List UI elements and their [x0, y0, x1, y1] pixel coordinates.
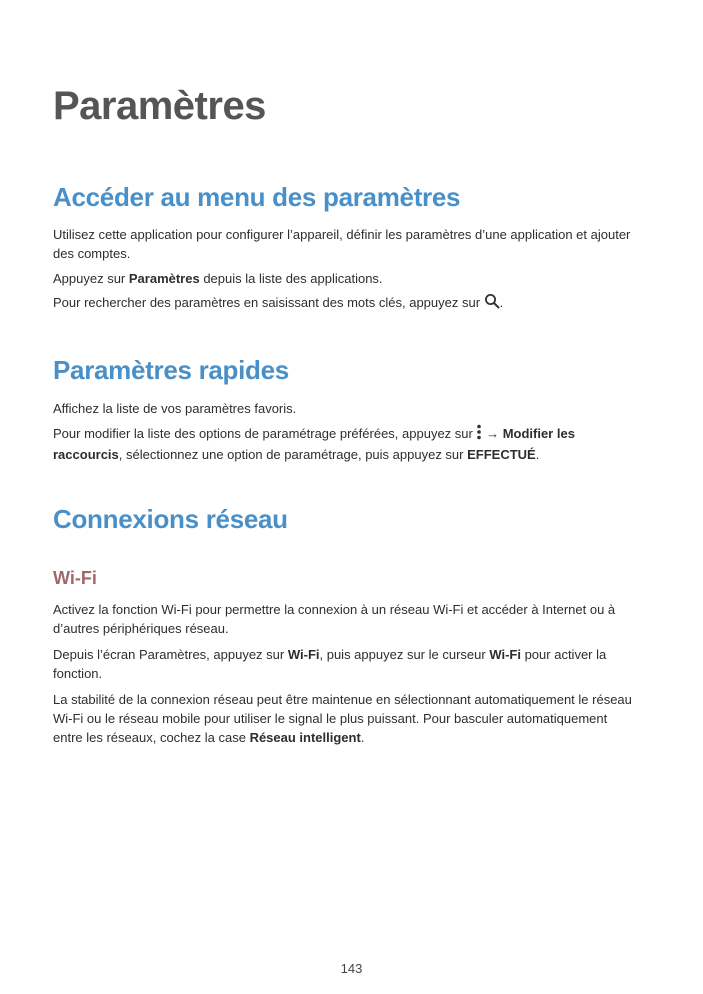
bold-term: Réseau intelligent [249, 730, 361, 745]
paragraph: Pour modifier la liste des options de paramétrage préférées, appuyez sur → Modifier les raccourcis, sélectionnez une option de paramétrage, puis appuyez sur EFFECTUÉ. [53, 426, 575, 463]
page-number: 143 [340, 961, 363, 976]
bold-term: EFFECTUÉ [467, 447, 536, 463]
bold-term: Modifier les raccourcis [53, 426, 575, 463]
paragraph: Utilisez cette application pour configurer l’appareil, définir les paramètres d’une application et ajouter des comptes. [53, 227, 631, 261]
paragraph: La stabilité de la connexion réseau peut être maintenue en sélectionnant automatiquement le réseau Wi-Fi ou le réseau mobile pour utiliser le signal le plus puissant. Pour basculer automatiquement entre les réseaux, cochez la case Réseau intelligent. [53, 692, 632, 745]
bold-term: Wi-Fi [489, 647, 521, 662]
paragraph: Affichez la liste de vos paramètres favoris. [53, 401, 297, 416]
paragraph: Activez la fonction Wi-Fi pour permettre la connexion à un réseau Wi-Fi et accéder à Internet ou à d’autres périphériques réseau. [53, 602, 616, 636]
section-heading-quick-settings: Paramètres rapides [53, 355, 289, 385]
paragraph: Depuis l’écran Paramètres, appuyez sur Wi-Fi, puis appuyez sur le curseur Wi-Fi pour activer la fonction. [53, 647, 607, 681]
bold-term: Paramètres [128, 271, 200, 286]
search-icon [484, 293, 500, 314]
subsection-heading-wifi: Wi-Fi [53, 568, 97, 588]
paragraph: Pour rechercher des paramètres en saisissant des mots clés, appuyez sur . [53, 293, 638, 314]
section-heading-network-connections: Connexions réseau [53, 504, 288, 534]
bold-term: Wi-Fi [287, 647, 320, 662]
section-heading-access-settings: Accéder au menu des paramètres [53, 182, 461, 212]
page-title: Paramètres [53, 84, 266, 128]
paragraph: Appuyez sur Paramètres depuis la liste des applications. [53, 271, 383, 286]
